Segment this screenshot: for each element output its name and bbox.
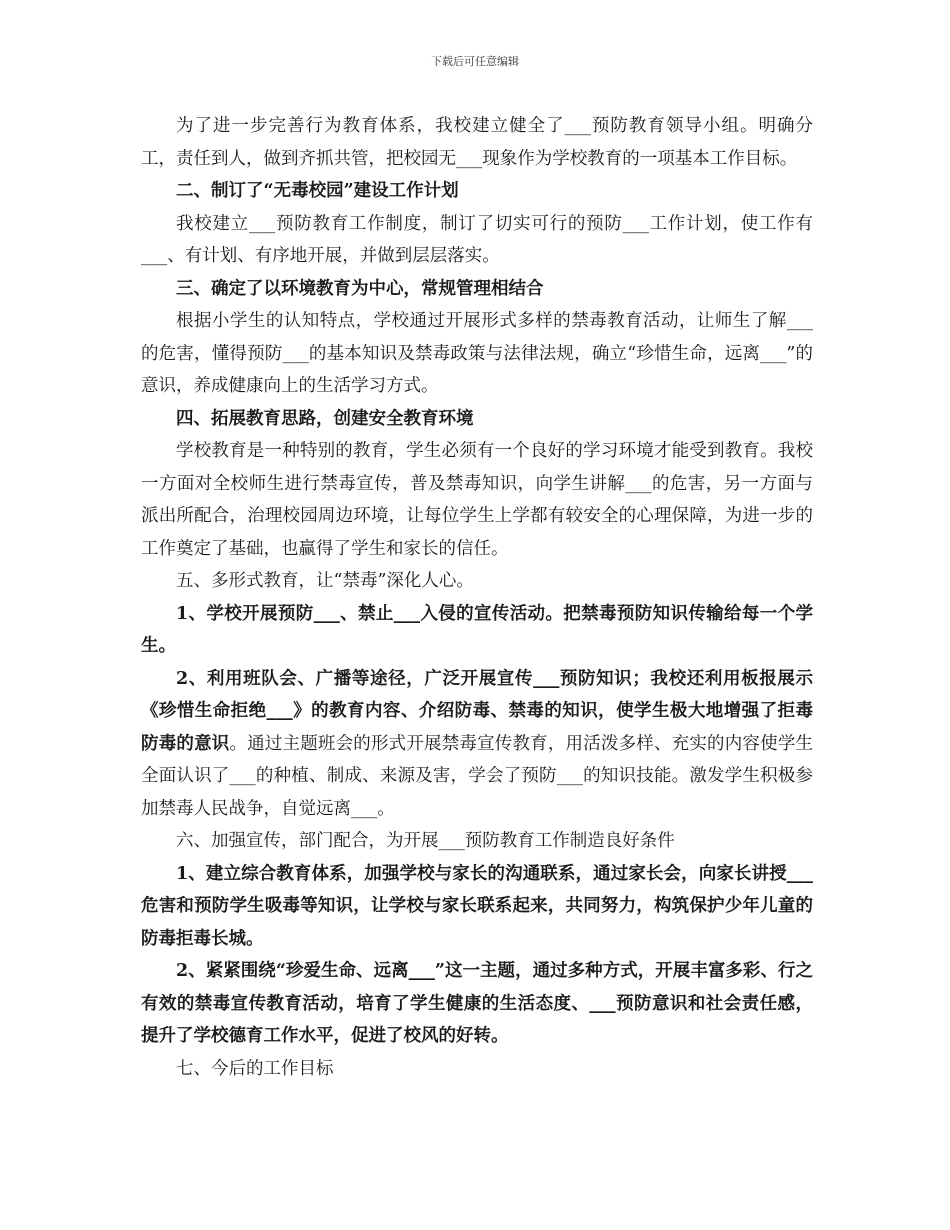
section-heading-2: 二、制订了“无毒校园”建设工作计划 xyxy=(176,181,459,201)
paragraph-intro: 为了进一步完善行为教育体系，我校建立健全了___预防教育领导小组。明确分工，责任到人，做到齐抓共管，把校园无___现象作为学校教育的一项基本工作目标。 xyxy=(141,116,813,169)
list-item-6-2: 2、紧紧围绕“珍爱生命、远离___”这一主题，通过多种方式，开展丰富多彩、行之有效的禁毒宣传教育活动，培育了学生健康的生活态度、___预防意识和社会责任感，提升了学校德育工作水平，促进了校风的好转。 xyxy=(141,961,813,1046)
paragraph-section-4: 学校教育是一种特别的教育，学生必须有一个良好的学习环境才能受到教育。我校一方面对全校师生进行禁毒宣传，普及禁毒知识，向学生讲解___的危害，另一方面与派出所配合，治理校园周边环境，让每位学生上学都有较安全的心理保障，为进一步的工作奠定了基础，也赢得了学生和家长的信任。 xyxy=(141,441,813,559)
page-header: 下载后可任意编辑 xyxy=(431,55,519,68)
paragraph-section-2: 我校建立___预防教育工作制度，制订了切实可行的预防___工作计划，使工作有___、有计划、有序地开展，并做到层层落实。 xyxy=(141,213,813,266)
list-item-5-2-rest: 。通过主题班会的形式开展禁毒宣传教育，用活泼多样、充实的内容使学生全面认识了___的种植、制成、来源及害，学会了预防___的知识技能。激发学生积极参加禁毒人民战争，自觉远离___。 xyxy=(141,733,814,819)
section-heading-3: 三、确定了以环境教育为中心，常规管理相结合 xyxy=(176,278,544,299)
section-heading-6: 六、加强宣传，部门配合，为开展___预防教育工作制造良好条件 xyxy=(176,831,675,851)
list-item-5-2-bold: 2、利用班队会、广播等途径，广泛开展宣传___预防知识；我校还利用板报展示《珍惜生命拒绝___》的教育内容、介绍防毒、禁毒的知识，使学生极大地增强了拒毒防毒的意识 xyxy=(141,668,813,754)
list-item-6-1: 1、建立综合教育体系，加强学校与家长的沟通联系，通过家长会，向家长讲授___危害和预防学生吸毒等知识，让学校与家长联系起来，共同努力，构筑保护少年儿童的防毒拒毒长城。 xyxy=(141,863,813,949)
section-heading-4: 四、拓展教育思路，创建安全教育环境 xyxy=(176,408,474,429)
section-heading-7: 七、今后的工作目标 xyxy=(176,1058,334,1079)
list-item-5-2 xyxy=(141,663,813,826)
paragraph-section-3: 根据小学生的认知特点，学校通过开展形式多样的禁毒教育活动，让师生了解___的危害，懂得预防___的基本知识及禁毒政策与法律法规，确立“珍惜生命，远离___”的意识，养成健康向上的生活学习方式。 xyxy=(141,311,813,396)
section-heading-5: 五、多形式教育，让“禁毒”深化人心。 xyxy=(176,571,474,591)
list-item-5-1: 1、学校开展预防___、禁止___入侵的宣传活动。把禁毒预防知识传输给每一个学生。 xyxy=(141,603,813,656)
document-body xyxy=(141,110,813,1085)
